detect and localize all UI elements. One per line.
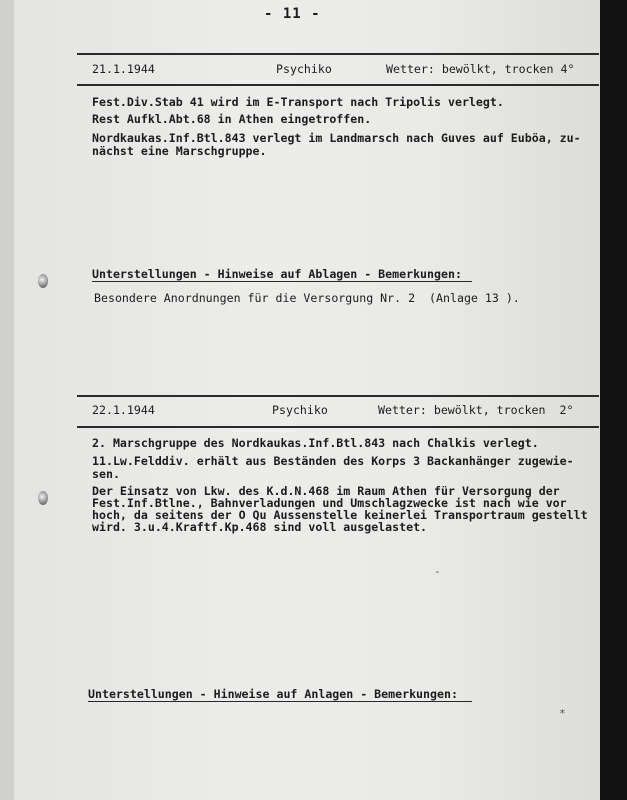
punch-hole: [38, 491, 48, 505]
entry1-notes-line: Besondere Anordnungen für die Versorgung Nr. 2 (Anlage 13 ).: [94, 291, 520, 305]
entry1-bottom-rule: [77, 84, 599, 86]
entry1-line-3: Nordkaukas.Inf.Btl.843 verlegt im Landmarsch nach Guves auf Euböa, zu-: [92, 131, 581, 145]
entry1-line-1: Fest.Div.Stab 41 wird im E-Transport nach Tripolis verlegt.: [92, 95, 504, 109]
entry1-place: Psychiko: [276, 62, 332, 76]
page-number: - 11 -: [264, 6, 321, 22]
stray-mark: *: [559, 707, 566, 720]
entry2-line-2: 11.Lw.Felddiv. erhält aus Beständen des Korps 3 Backanhänger zugewie-: [92, 454, 574, 468]
entry2-line-7: wird. 3.u.4.Kraftf.Kp.468 sind voll ausgelastet.: [92, 520, 428, 534]
entry2-line-4: Der Einsatz von Lkw. des K.d.N.468 im Raum Athen für Versorgung der: [92, 484, 560, 498]
entry2-line-1: 2. Marschgruppe des Nordkaukas.Inf.Btl.843 nach Chalkis verlegt.: [92, 436, 539, 450]
entry2-bottom-rule: [77, 426, 599, 428]
entry2-line-6: hoch, da seitens der O Qu Aussenstelle keinerlei Transportraum gestellt: [92, 508, 588, 522]
entry2-notes-underline: [88, 701, 472, 702]
entry2-top-rule: [77, 395, 599, 397]
punch-hole: [38, 274, 48, 288]
scan-right-edge: [600, 0, 627, 800]
entry2-place: Psychiko: [272, 403, 328, 417]
stray-mark: -: [434, 565, 441, 578]
entry1-notes-underline: [92, 281, 472, 282]
entry1-notes-heading: Unterstellungen - Hinweise auf Ablagen - Bemerkungen:: [92, 267, 462, 281]
scan-left-edge: [0, 0, 14, 800]
entry1-top-rule: [77, 53, 599, 55]
entry2-date: 22.1.1944: [92, 403, 155, 417]
entry2-line-5: Fest.Inf.Btlne., Bahnverladungen und Umschlagzwecke ist nach wie vor: [92, 496, 567, 510]
entry1-date: 21.1.1944: [92, 62, 155, 76]
entry2-line-3: sen.: [92, 467, 120, 481]
entry2-notes-heading: Unterstellungen - Hinweise auf Anlagen - Bemerkungen:: [88, 687, 458, 701]
entry1-line-2: Rest Aufkl.Abt.68 in Athen eingetroffen.: [92, 112, 372, 126]
entry1-weather: Wetter: bewölkt, trocken 4°: [386, 62, 575, 76]
entry1-line-4: nächst eine Marschgruppe.: [92, 144, 267, 158]
entry2-weather: Wetter: bewölkt, trocken 2°: [378, 403, 574, 417]
document-page: [14, 0, 600, 800]
